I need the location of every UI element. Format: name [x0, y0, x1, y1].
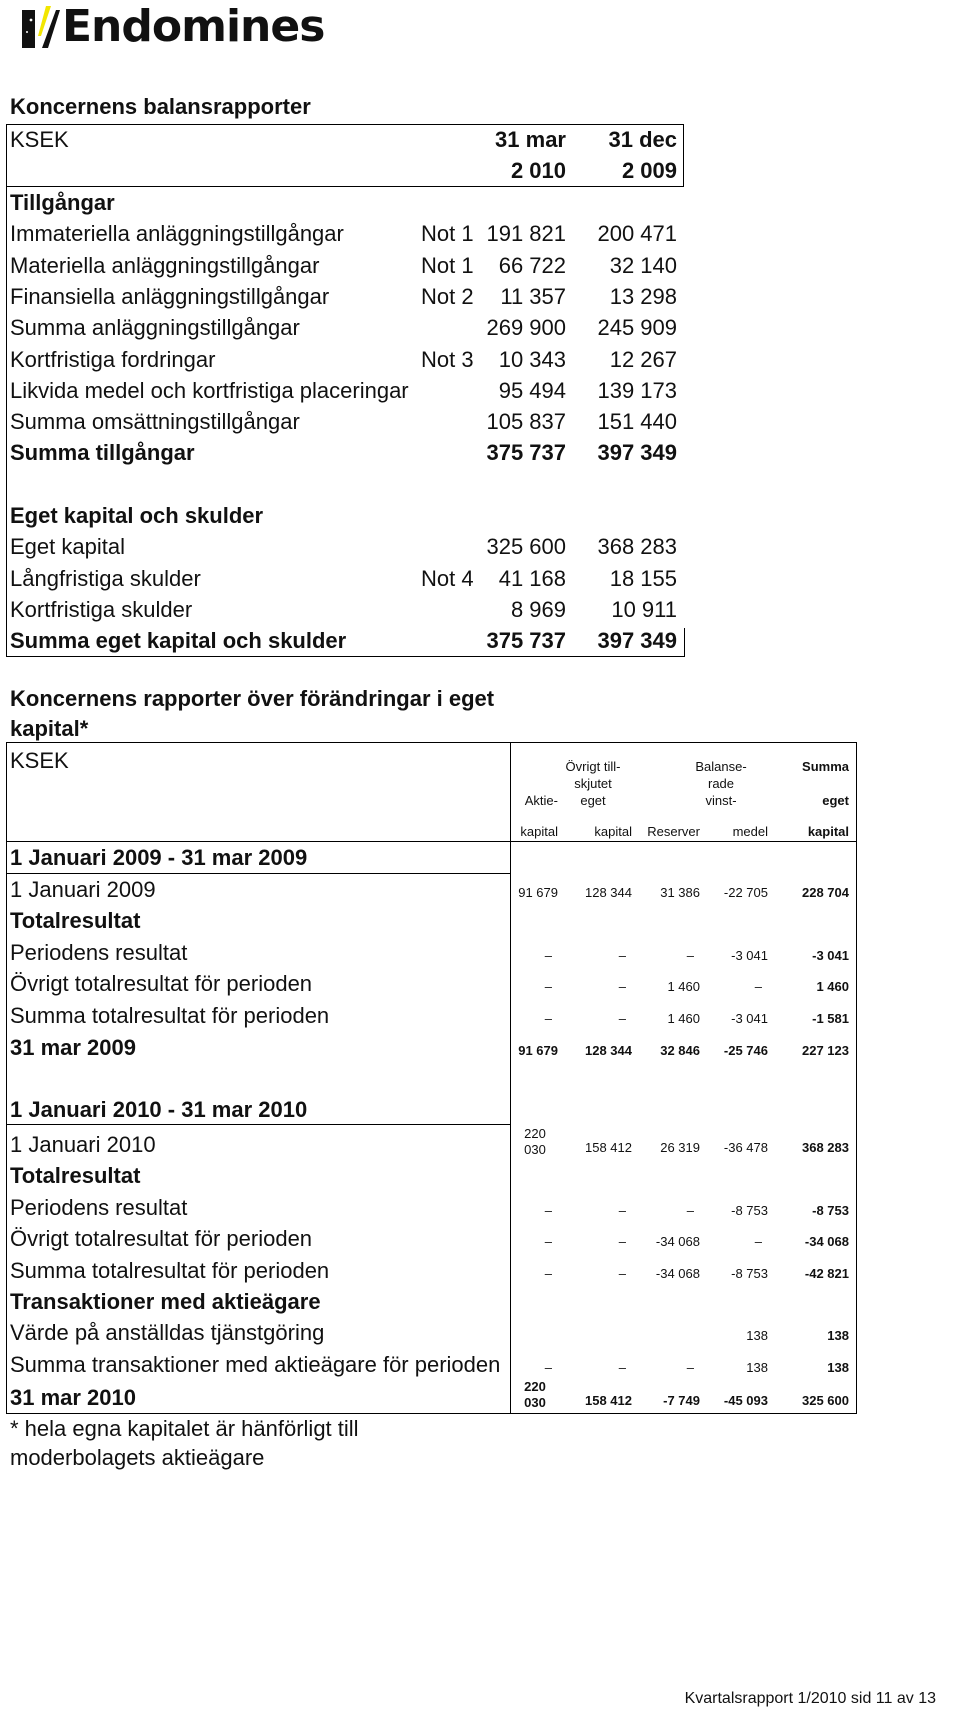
balance-row-value-2010: 11 357: [500, 283, 566, 309]
balance-row-label: Långfristiga skulder: [10, 565, 201, 591]
balance-row-value-2010: 375 737: [486, 440, 566, 466]
balance-row-note: Not 1: [421, 221, 474, 247]
equity-section2-title: 1 Januari 2010 - 31 mar 2010: [10, 1097, 308, 1122]
balance-header-right-border: [683, 124, 684, 187]
balance-row-label: Kortfristiga fordringar: [10, 346, 216, 372]
balance-col2-year: 2 009: [621, 158, 677, 183]
equity-title-cont: kapital*: [10, 716, 89, 741]
equity-row-label: Totalresultat: [10, 908, 141, 934]
balance-title: Koncernens balansrapporter: [10, 94, 311, 119]
equity-cell: –: [544, 1265, 552, 1281]
balance-left-border: [6, 124, 7, 657]
equity-col-header: Reserver: [647, 824, 700, 839]
balance-row-value-2010: 41 168: [498, 565, 566, 591]
equity-col-header: Övrigt till-: [565, 759, 621, 774]
equity-row-label: 1 Januari 2009: [10, 877, 156, 902]
equity-col-header: medel: [732, 824, 768, 839]
equity-right-border: [856, 742, 857, 1414]
logo-mark-icon: [22, 6, 60, 48]
equity-cell: -8 753: [812, 1202, 849, 1218]
equity-row-label: Periodens resultat: [10, 1194, 188, 1220]
balance-row-value-2009: 139 173: [597, 377, 677, 403]
equity-row-label: Summa totalresultat för perioden: [10, 1002, 330, 1028]
equity-bottom-border: [6, 1413, 857, 1414]
equity-cell-part: 030: [524, 1142, 546, 1157]
equity-cell: -42 821: [804, 1265, 849, 1281]
company-logo: [22, 2, 324, 52]
equity-cell: -3 041: [731, 1010, 768, 1026]
equity-cell: –: [544, 1010, 552, 1026]
page-footer: Kvartalsrapport 1/2010 sid 11 av 13: [684, 1690, 936, 1707]
equity-row-label: 31 mar 2009: [10, 1035, 136, 1060]
equity-left-border: [6, 742, 7, 1414]
balance-row-label: Eget kapital: [10, 534, 125, 560]
balance-row-note: Not 4: [421, 565, 474, 591]
equity-cell: 1 460: [816, 979, 849, 995]
balance-header-border: [6, 186, 683, 187]
equity-row-label: 1 Januari 2010: [10, 1132, 156, 1157]
balance-row-note: Not 1: [421, 252, 474, 278]
equity-cell: 325 600: [802, 1393, 849, 1408]
equity-cell: –: [544, 1234, 552, 1250]
balance-row-value-2009: 151 440: [597, 409, 677, 435]
equity-cell: –: [618, 947, 626, 963]
equity-top-border: [6, 742, 857, 743]
balance-row-value-2010: 8 969: [510, 596, 566, 622]
equity-col-header: kapital: [520, 824, 558, 839]
equity-cell: 31 386: [660, 885, 700, 900]
equity-cell: -1 581: [812, 1010, 849, 1026]
balance-row-label: Summa eget kapital och skulder: [10, 628, 347, 654]
equity-section1-title-border: [6, 873, 511, 874]
equity-cell: –: [686, 1202, 694, 1218]
balance-header-label: KSEK: [10, 127, 69, 152]
equity-row-label: Periodens resultat: [10, 939, 188, 965]
equity-cell: –: [686, 947, 694, 963]
balance-row-value-2009: 18 155: [609, 565, 677, 591]
equity-cell: –: [544, 979, 552, 995]
equity-cell: –: [544, 1359, 552, 1375]
equity-section1-title: 1 Januari 2009 - 31 mar 2009: [10, 845, 308, 870]
logo-text: Endomines: [62, 1, 325, 52]
balance-row-value-2009: 13 298: [609, 283, 677, 309]
equity-cell: -3 041: [731, 947, 768, 963]
equity-cell: -34 068: [655, 1234, 700, 1250]
balance-bottom-border: [6, 656, 685, 657]
balance-row-value-2009: 397 349: [597, 628, 677, 654]
balance-row-note: Not 3: [421, 346, 474, 372]
equity-cell: 26 319: [660, 1140, 700, 1155]
equity-col-header: skjutet: [574, 776, 612, 791]
balance-row-value-2009: 32 140: [609, 252, 677, 278]
balance-row-note: Not 2: [421, 283, 474, 309]
equity-row-label: Summa totalresultat för perioden: [10, 1257, 330, 1283]
equity-col-header: eget: [580, 793, 606, 808]
equity-header-border: [6, 841, 857, 842]
equity-cell-part: 220: [524, 1379, 546, 1394]
balance-row-value-2010: 269 900: [486, 315, 566, 341]
equity-cell: -25 746: [723, 1043, 768, 1058]
equity-cell: -45 093: [723, 1393, 768, 1408]
balance-row-label: Finansiella anläggningstillgångar: [10, 283, 330, 309]
balance-row-value-2009: 245 909: [597, 315, 677, 341]
equity-row-label: Övrigt totalresultat för perioden: [10, 1226, 313, 1252]
balance-top-border: [6, 124, 683, 125]
balance-row-value-2009: 200 471: [597, 221, 677, 247]
equity-cell: -36 478: [723, 1140, 768, 1155]
balance-row-value-2010: 191 821: [486, 221, 566, 247]
footnote-line2: moderbolagets aktieägare: [10, 1445, 265, 1470]
balance-row-label: Summa omsättningstillgångar: [10, 409, 300, 435]
balance-row-value-2009: 10 911: [611, 596, 677, 622]
equity-cell: -8 753: [731, 1202, 768, 1218]
equity-col-header: rade: [707, 776, 735, 791]
balance-row-value-2009: 12 267: [609, 346, 677, 372]
equity-row-label: 31 mar 2010: [10, 1385, 136, 1410]
equity-cell: 128 344: [585, 1043, 632, 1058]
equity-col-header: kapital: [594, 824, 632, 839]
equity-cell: -34 068: [655, 1265, 700, 1281]
equity-cell-part: 220: [524, 1126, 546, 1141]
equity-cell: 138: [827, 1359, 849, 1375]
equity-title: Koncernens rapporter över förändringar i eget: [10, 686, 495, 711]
equity-row-label: Övrigt totalresultat för perioden: [10, 971, 313, 997]
equity-cell: –: [618, 979, 626, 995]
equity-cell: –: [618, 1265, 626, 1281]
equity-cell: –: [618, 1202, 626, 1218]
footnote-line1: * hela egna kapitalet är hänförligt till: [10, 1416, 359, 1441]
equity-col-header: Balanse-: [695, 759, 747, 774]
balance-row-value-2010: 66 722: [498, 252, 566, 278]
balance-row-label: Immateriella anläggningstillgångar: [10, 221, 344, 247]
equity-cell: 128 344: [585, 885, 632, 900]
balance-col2-header: 31 dec: [608, 127, 677, 152]
equity-col-header: kapital: [807, 824, 849, 839]
equity-cell: –: [618, 1359, 626, 1375]
balance-row-value-2010: 375 737: [486, 628, 566, 654]
equity-col-header: Summa: [802, 759, 849, 774]
equity-cell: -22 705: [723, 885, 768, 900]
equity-cell: 138: [746, 1359, 768, 1375]
balance-row-label: Kortfristiga skulder: [10, 596, 193, 622]
equity-cell: –: [544, 947, 552, 963]
equity-cell: -8 753: [731, 1265, 768, 1281]
balance-row-value-2009: 397 349: [597, 440, 677, 466]
balance-bottom-right-border: [684, 628, 685, 657]
balance-row-label: Materiella anläggningstillgångar: [10, 252, 320, 278]
equity-cell: 1 460: [667, 979, 700, 995]
equity-section2-title-border: [6, 1124, 511, 1125]
balance-col1-header: 31 mar: [495, 127, 566, 152]
equity-cell: –: [618, 1010, 626, 1026]
equity-cell: 227 123: [802, 1043, 849, 1058]
equity-cell: –: [618, 1234, 626, 1250]
equity-cell: –: [754, 1234, 762, 1250]
equity-cell: 368 283: [802, 1140, 849, 1155]
equity-cell: –: [686, 1359, 694, 1375]
equity-cell: 91 679: [518, 885, 558, 900]
equity-row-label: Totalresultat: [10, 1163, 141, 1189]
equity-row-label: Transaktioner med aktieägare: [10, 1289, 321, 1314]
balance-row-value-2010: 95 494: [498, 377, 566, 403]
equity-values-divider: [510, 742, 511, 1414]
equity-cell: 158 412: [585, 1393, 632, 1408]
equity-cell: –: [754, 979, 762, 995]
equity-cell: 228 704: [802, 885, 849, 900]
balance-row-value-2010: 105 837: [486, 409, 566, 435]
equity-cell: -34 068: [804, 1234, 849, 1250]
equity-cell: -7 749: [663, 1393, 700, 1408]
balance-row-label: Likvida medel och kortfristiga placeringar: [10, 377, 409, 403]
equity-cell: 1 460: [667, 1010, 700, 1026]
equity-row-label: Värde på anställdas tjänstgöring: [10, 1320, 325, 1346]
equity-cell: 138: [746, 1328, 768, 1344]
balance-col1-year: 2 010: [510, 158, 566, 183]
equity-cell: –: [544, 1202, 552, 1218]
balance-row-label: Eget kapital och skulder: [10, 503, 264, 528]
equity-cell: 138: [827, 1328, 849, 1344]
balance-row-value-2009: 368 283: [597, 534, 677, 560]
balance-row-label: Summa anläggningstillgångar: [10, 315, 300, 341]
equity-cell: 32 846: [660, 1043, 700, 1058]
equity-col-header: vinst-: [705, 793, 737, 808]
balance-row-label: Tillgångar: [10, 190, 115, 215]
equity-cell: 158 412: [585, 1140, 632, 1155]
equity-header-label: KSEK: [10, 748, 69, 773]
equity-col-header: Aktie-: [524, 793, 558, 808]
equity-row-label: Summa transaktioner med aktieägare för perioden: [10, 1351, 501, 1377]
equity-cell-part: 030: [524, 1395, 546, 1410]
equity-col-header: eget: [822, 793, 849, 808]
equity-cell: -3 041: [812, 947, 849, 963]
balance-row-value-2010: 325 600: [486, 534, 566, 560]
balance-row-label: Summa tillgångar: [10, 440, 195, 466]
equity-cell: 91 679: [518, 1043, 558, 1058]
balance-row-value-2010: 10 343: [498, 346, 566, 372]
